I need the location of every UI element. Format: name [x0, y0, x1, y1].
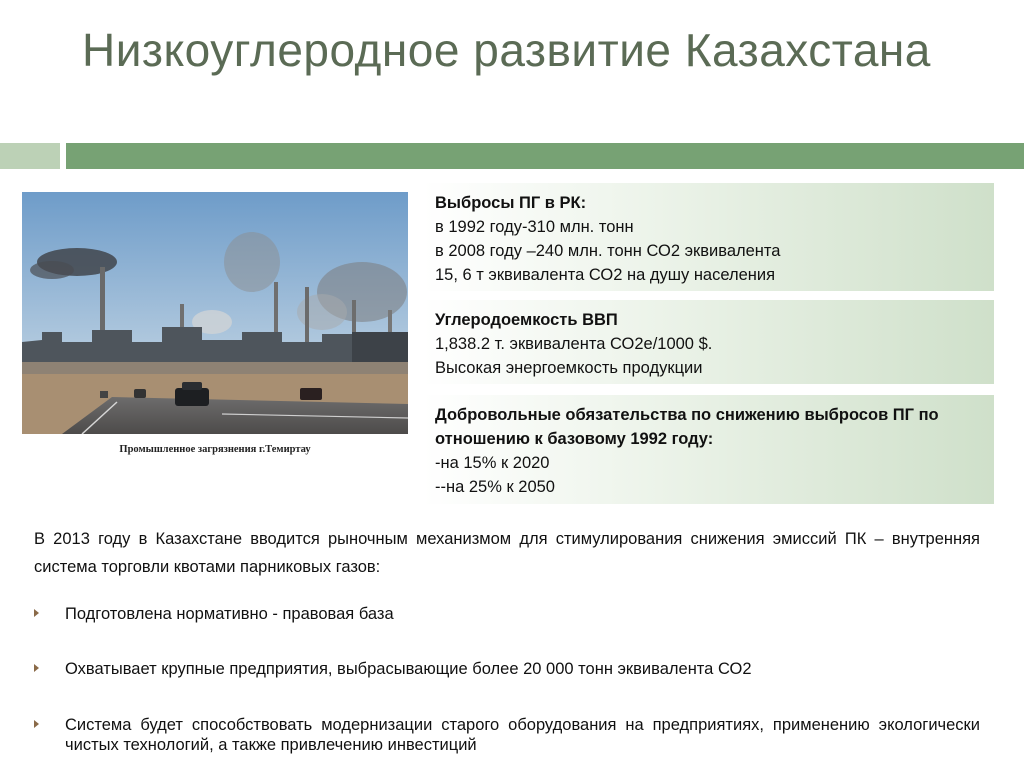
bullet-arrow-icon: [34, 664, 39, 672]
box-line: 15, 6 т эквивалента СО2 на душу населения: [435, 266, 776, 284]
bullet-text: Охватывает крупные предприятия, выбрасывающие более 20 000 тонн эквивалента СО2: [65, 660, 752, 678]
carbon-intensity-box: [423, 300, 994, 384]
photo-caption: Промышленное загрязнения г.Темиртау: [119, 444, 311, 455]
title-underline-left: [0, 143, 60, 169]
voluntary-commitments-box: [423, 395, 994, 504]
box-line: в 2008 году –240 млн. тонн СО2 эквивалента: [435, 242, 781, 260]
slide-title: Низкоуглеродное развитие Казахстана: [82, 24, 931, 76]
bullet-text: Подготовлена нормативно - правовая база: [65, 605, 394, 623]
box-line: Высокая энергоемкость продукции: [435, 359, 703, 377]
bullet-arrow-icon: [34, 720, 39, 728]
box-line: --на 25% к 2050: [435, 478, 555, 496]
box-heading: Выбросы ПГ в РК:: [435, 194, 587, 212]
bullet-item: [34, 604, 980, 624]
bullet-text: Система будет способствовать модернизации старого оборудования на предприятиях, применению экологически чистых технологий, а также привлечению инвестиций: [65, 716, 980, 754]
box-line: 1,838.2 т. эквивалента СО2е/1000 $.: [435, 335, 713, 353]
photo-illustration: [22, 192, 408, 434]
bullet-arrow-icon: [34, 609, 39, 617]
box-heading: Добровольные обязательства по снижению выбросов ПГ по отношению к базовому 1992 году:: [435, 406, 939, 448]
industrial-pollution-photo: [22, 192, 408, 434]
ghg-emissions-box: [423, 183, 994, 291]
bullet-item: [34, 715, 980, 755]
box-line: в 1992 году-310 млн. тонн: [435, 218, 634, 236]
box-heading: Углеродоемкость ВВП: [435, 311, 618, 329]
box-line: -на 15% к 2020: [435, 454, 550, 472]
title-underline-bar: [66, 143, 1024, 169]
intro-paragraph: В 2013 году в Казахстане вводится рыночным механизмом для стимулирования снижения эмиссий ПК – внутренняя система торговли квотами парниковых газов:: [34, 530, 980, 576]
bullet-item: [34, 659, 980, 679]
